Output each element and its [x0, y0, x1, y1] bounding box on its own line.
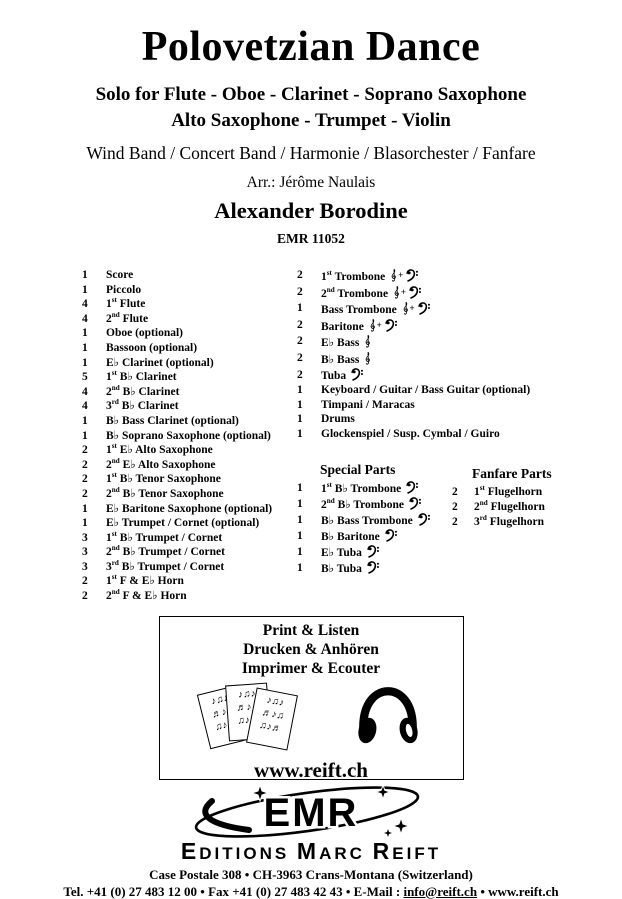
part-qty: 1 — [297, 545, 303, 558]
part-qty: 1 — [297, 384, 303, 397]
part-qty: 2 — [452, 500, 458, 513]
part-qty: 2 — [297, 318, 303, 331]
instrument-list-right — [295, 268, 615, 442]
part-row — [80, 341, 295, 356]
sub-parts-section — [295, 462, 615, 577]
emr-logo-icon — [185, 785, 437, 839]
part-name: E♭ Tuba — [321, 545, 450, 561]
part-row — [80, 531, 295, 546]
part-row — [80, 589, 295, 604]
special-parts-block — [295, 462, 450, 577]
part-row — [295, 368, 615, 384]
part-row — [80, 429, 295, 444]
part-row — [80, 356, 295, 371]
part-qty: 1 — [297, 302, 303, 315]
catalog-number: EMR 11052 — [277, 231, 345, 246]
part-qty: 2 — [82, 458, 88, 471]
part-name: Piccolo — [106, 283, 142, 296]
part-name: Score — [106, 269, 134, 281]
part-name: B♭ Baritone — [321, 529, 450, 545]
part-qty: 2 — [82, 473, 88, 486]
bass-clef-icon — [409, 497, 422, 510]
publisher-name-initial: E — [180, 837, 200, 864]
bass-clef-icon — [418, 513, 431, 526]
part-name: E♭ Baritone Saxophone (optional) — [106, 502, 273, 515]
part-name: 2nd Flute — [106, 310, 149, 325]
bass-clef-icon — [367, 545, 380, 558]
part-row — [80, 443, 295, 458]
part-row — [295, 481, 450, 497]
bass-clef-icon — [406, 481, 419, 494]
bass-clef-icon — [385, 319, 398, 332]
part-name: 3rd Flugelhorn — [474, 513, 545, 528]
part-row — [295, 545, 450, 561]
part-name: 1st F & E♭ Horn — [106, 573, 184, 588]
part-row — [80, 268, 295, 283]
part-name: 1st B♭ Clarinet — [106, 369, 177, 384]
part-name: 2nd B♭ Clarinet — [106, 383, 180, 398]
publisher-name-initial: M — [296, 837, 320, 864]
part-name: Glockenspiel / Susp. Cymbal / Guiro — [321, 427, 500, 440]
part-name: E♭ Trumpet / Cornet (optional) — [106, 517, 260, 530]
part-name: 2nd Flugelhorn — [474, 498, 545, 513]
print-and-listen-box — [159, 616, 464, 780]
part-row — [80, 458, 295, 473]
part-qty: 2 — [82, 575, 88, 588]
part-name: 1st B♭ Tenor Saxophone — [106, 471, 221, 486]
sheet-page — [246, 687, 298, 750]
publisher-address: Case Postale 308 • CH-3963 Crans-Montana (Switzerland) — [149, 866, 473, 882]
bass-clef-icon — [409, 286, 422, 299]
page-title: Polovetzian Dance — [141, 24, 481, 70]
promo-line-de: Drucken & Anhören — [243, 640, 379, 658]
part-row — [450, 515, 552, 530]
part-name: 2nd B♭ Trombone — [321, 497, 450, 513]
part-row — [80, 472, 295, 487]
email-link[interactable]: info@reift.ch — [403, 883, 478, 899]
part-name: 1st Flute — [106, 296, 146, 311]
subtitle-line2: Alto Saxophone - Trumpet - Violin — [171, 110, 451, 131]
bass-clef-icon — [406, 269, 419, 282]
part-qty: 3 — [82, 560, 88, 573]
part-name: 3rd B♭ Trumpet / Cornet — [106, 559, 225, 573]
part-qty: 4 — [82, 385, 88, 398]
part-row — [295, 383, 615, 398]
part-qty: 2 — [452, 485, 458, 498]
part-qty: 1 — [297, 398, 303, 411]
composer-name: Alexander Borodine — [214, 198, 408, 223]
part-name: Baritone + — [321, 318, 615, 335]
part-qty: 1 — [82, 414, 88, 427]
part-row — [80, 414, 295, 429]
publisher-name: EDITIONS MARC REIFT — [180, 837, 442, 864]
part-qty: 1 — [297, 497, 303, 510]
instrument-list-left — [80, 268, 295, 604]
treble-clef-icon — [393, 285, 400, 300]
part-name: 1st Trombone + — [321, 268, 615, 285]
publisher-logo — [0, 785, 622, 844]
part-row — [80, 326, 295, 341]
part-row — [295, 398, 615, 413]
part-row — [295, 334, 615, 351]
contact-post: • www.reift.ch — [477, 883, 559, 899]
part-qty: 1 — [297, 513, 303, 526]
part-name: Keyboard / Guitar / Bass Guitar (optional) — [321, 384, 531, 397]
subtitle-line1: Solo for Flute - Oboe - Clarinet - Soprano Saxophone — [95, 84, 527, 105]
part-row — [295, 427, 615, 442]
part-name: 2nd B♭ Trumpet / Cornet — [106, 544, 225, 559]
publisher-name-initial: R — [372, 837, 393, 864]
part-row — [80, 560, 295, 575]
part-row — [450, 485, 552, 500]
treble-clef-icon — [390, 268, 397, 283]
part-name: 2nd F & E♭ Horn — [106, 588, 187, 603]
part-row — [80, 502, 295, 517]
part-qty: 4 — [82, 400, 88, 413]
part-qty: 2 — [297, 335, 303, 348]
part-qty: 1 — [297, 427, 303, 440]
part-row — [450, 500, 552, 515]
treble-clef-icon — [402, 301, 409, 316]
part-name: Bass Trombone + — [321, 301, 615, 318]
part-name: Bassoon (optional) — [106, 341, 198, 354]
part-row — [295, 268, 615, 285]
bass-clef-icon — [385, 529, 398, 542]
part-qty: 1 — [82, 429, 88, 442]
part-row — [295, 513, 450, 529]
promo-line-fr: Imprimer & Ecouter — [241, 659, 381, 677]
part-row — [80, 385, 295, 400]
part-row — [295, 412, 615, 427]
clef-plus: + — [409, 303, 415, 314]
part-row — [295, 301, 615, 318]
part-name: 1st Flugelhorn — [474, 483, 543, 498]
part-row — [295, 497, 450, 513]
part-qty: 3 — [82, 531, 88, 544]
fanfare-parts-list — [450, 485, 552, 530]
bass-clef-icon — [418, 302, 431, 315]
part-name: E♭ Clarinet (optional) — [106, 356, 214, 369]
clef-plus: + — [400, 286, 406, 297]
part-row — [80, 545, 295, 560]
part-name: 1st B♭ Trombone — [321, 481, 450, 497]
part-name: B♭ Tuba — [321, 561, 450, 577]
part-row — [295, 351, 615, 368]
part-qty: 2 — [452, 515, 458, 528]
part-name: B♭ Soprano Saxophone (optional) — [106, 429, 271, 442]
part-qty: 1 — [82, 356, 88, 369]
contact-pre: Tel. +41 (0) 27 483 12 00 • Fax +41 (0) 27 483 42 43 • E-Mail : — [63, 883, 404, 899]
part-qty: 1 — [82, 502, 88, 515]
bass-clef-icon — [367, 561, 380, 574]
part-qty: 3 — [82, 546, 88, 559]
part-name: 2nd Trombone + — [321, 285, 615, 302]
part-qty: 2 — [297, 368, 303, 381]
part-name: 2nd E♭ Alto Saxophone — [106, 456, 216, 471]
part-row — [295, 318, 615, 335]
website-text: www.reift.ch — [254, 757, 368, 782]
bass-clef-icon — [351, 368, 364, 381]
clef-plus: + — [398, 270, 404, 280]
part-qty: 1 — [82, 283, 88, 296]
part-qty: 2 — [297, 285, 303, 298]
part-name: B♭ Bass Trombone — [321, 513, 450, 529]
contact-line — [0, 884, 622, 899]
part-name: E♭ Bass — [321, 334, 615, 351]
special-parts-list — [295, 481, 450, 577]
part-row — [80, 297, 295, 312]
part-row — [80, 370, 295, 385]
fanfare-parts-heading: Fanfare Parts — [472, 465, 552, 481]
treble-clef-icon — [364, 351, 371, 366]
part-qty: 2 — [82, 444, 88, 457]
part-row — [80, 516, 295, 531]
promo-icons — [160, 684, 463, 750]
clef-plus: + — [376, 319, 382, 330]
part-name: 1st E♭ Alto Saxophone — [106, 442, 213, 457]
part-qty: 1 — [297, 561, 303, 574]
part-qty: 1 — [297, 481, 303, 494]
part-row — [295, 529, 450, 545]
part-name: Timpani / Maracas — [321, 398, 415, 411]
part-qty: 1 — [82, 269, 88, 281]
part-name: 3rd B♭ Clarinet — [106, 398, 179, 413]
part-name: B♭ Bass — [321, 351, 615, 368]
instrumentation-section — [80, 268, 622, 604]
part-name: Drums — [321, 413, 355, 426]
part-qty: 1 — [82, 517, 88, 530]
part-qty: 1 — [82, 341, 88, 354]
sheet-music-icon — [201, 684, 297, 750]
part-qty: 1 — [297, 413, 303, 426]
part-qty: 1 — [82, 327, 88, 340]
part-qty: 2 — [297, 269, 303, 281]
part-row — [295, 285, 615, 302]
part-name: B♭ Bass Clarinet (optional) — [106, 414, 239, 427]
part-qty: 2 — [82, 590, 88, 603]
part-qty: 5 — [82, 371, 88, 384]
part-qty: 2 — [297, 351, 303, 364]
promo-line-en: Print & Listen — [262, 621, 360, 639]
treble-clef-icon — [364, 334, 371, 349]
part-name: Oboe (optional) — [106, 327, 183, 340]
headphones-icon — [355, 684, 421, 746]
part-qty: 4 — [82, 298, 88, 311]
part-name: Tuba — [321, 368, 615, 384]
part-name: 1st B♭ Trumpet / Cornet — [106, 529, 223, 544]
part-qty: 2 — [82, 487, 88, 500]
part-name: 2nd B♭ Tenor Saxophone — [106, 486, 224, 500]
emr-logo-text: EMR — [263, 790, 359, 835]
part-row — [80, 487, 295, 502]
part-row — [80, 399, 295, 414]
treble-clef-icon — [369, 318, 376, 333]
ensemble-line: Wind Band / Concert Band / Harmonie / Blasorchester / Fanfare — [86, 143, 536, 163]
part-row — [80, 312, 295, 327]
part-qty: 4 — [82, 312, 88, 325]
part-row — [80, 283, 295, 298]
arranger-line: Arr.: Jérôme Naulais — [246, 174, 376, 191]
part-row — [295, 561, 450, 577]
fanfare-parts-block — [450, 466, 552, 577]
special-parts-heading: Special Parts — [320, 461, 396, 477]
part-row — [80, 574, 295, 589]
part-qty: 1 — [297, 529, 303, 542]
